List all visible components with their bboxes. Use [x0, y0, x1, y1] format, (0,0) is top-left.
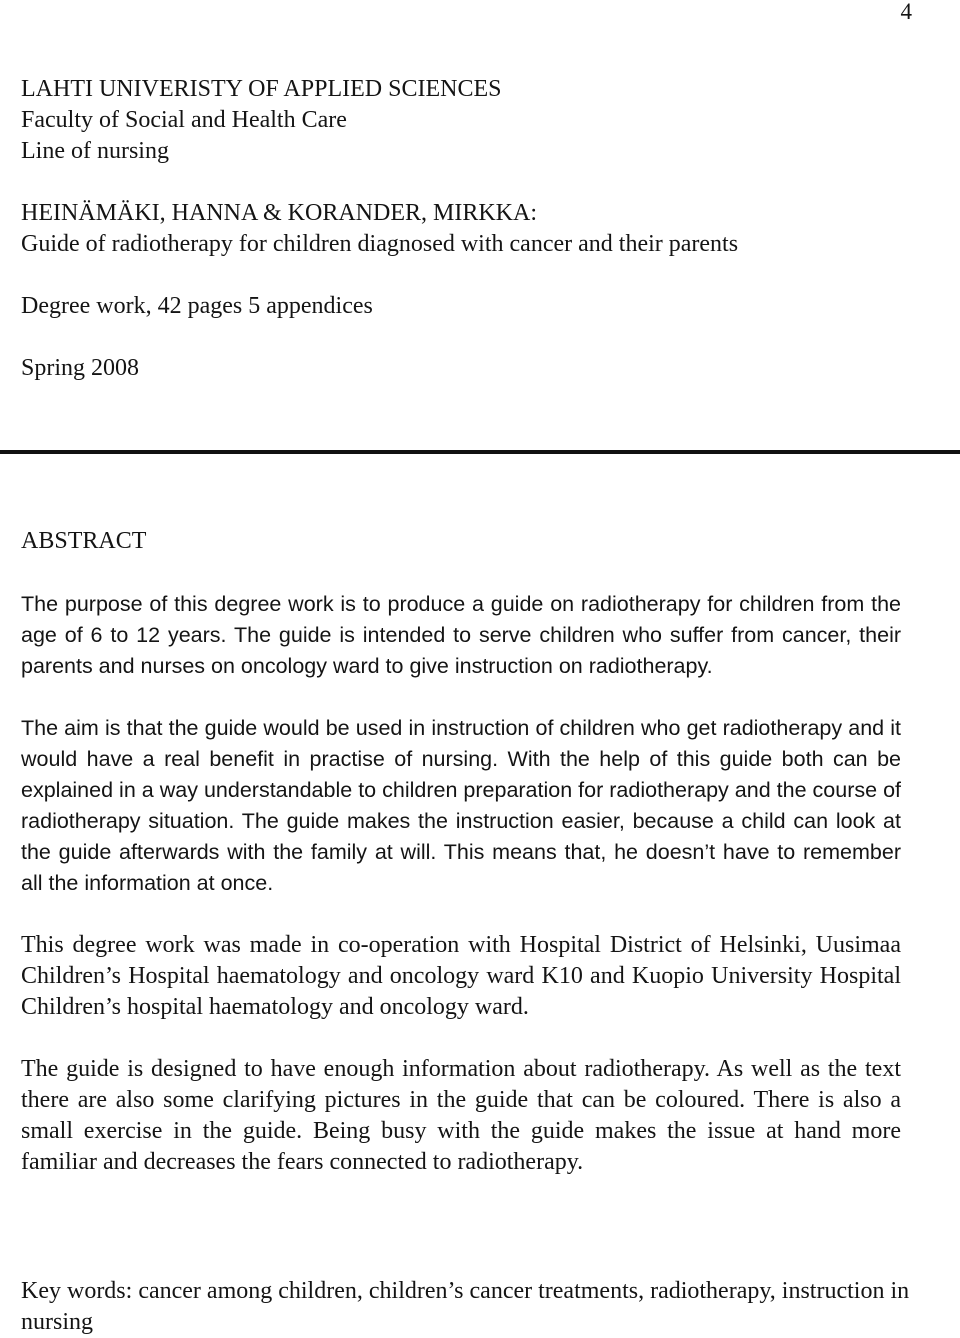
- horizontal-rule: [0, 450, 960, 454]
- authors: HEINÄMÄKI, HANNA & KORANDER, MIRKKA:: [21, 200, 537, 226]
- institution-name: LAHTI UNIVERISTY OF APPLIED SCIENCES: [21, 76, 502, 102]
- abstract-paragraph-3: This degree work was made in co-operation with Hospital District of Helsinki, Uusimaa Children’s Hospital haematology and oncology ward K10 and Kuopio University Hospital Children’s hospital haematology and oncology ward.: [21, 932, 901, 1020]
- thesis-date: Spring 2008: [21, 355, 140, 381]
- thesis-extent: Degree work, 42 pages 5 appendices: [21, 293, 373, 319]
- abstract-paragraph-1: The purpose of this degree work is to produce a guide on radiotherapy for children from the age of 6 to 12 years. The guide is intended to serve children who suffer from cancer, their parents and nurses on oncology ward to give instruction on radiotherapy.: [21, 592, 901, 678]
- abstract-section: [21, 526, 901, 1209]
- page-number: 4: [900, 0, 912, 24]
- faculty-name: Faculty of Social and Health Care: [21, 107, 347, 133]
- abstract-paragraph-4: The guide is designed to have enough information about radiotherapy. As well as the text there are also some clarifying pictures in the guide that can be coloured. There is also a small exercise in the guide. Being busy with the guide makes the issue at hand more familiar and decreases the fears connected to radiotherapy.: [21, 1056, 901, 1175]
- thesis-header: [21, 74, 941, 384]
- abstract-paragraph-2: The aim is that the guide would be used in instruction of children who get radiotherapy and it would have a real benefit in practise of nursing. With the help of this guide both can be explained in a way understandable to children preparation for radiotherapy and the course of radiotherapy situation. The guide makes the instruction easier, because a child can look at the guide afterwards with the family at will. This means that, he doesn’t have to remember all the information at once.: [21, 716, 901, 895]
- abstract-heading: ABSTRACT: [21, 528, 147, 554]
- keywords: Key words: cancer among children, children’s cancer treatments, radiotherapy, instruction in nursing: [21, 1278, 910, 1335]
- study-line: Line of nursing: [21, 138, 169, 164]
- thesis-title: Guide of radiotherapy for children diagnosed with cancer and their parents: [21, 231, 739, 257]
